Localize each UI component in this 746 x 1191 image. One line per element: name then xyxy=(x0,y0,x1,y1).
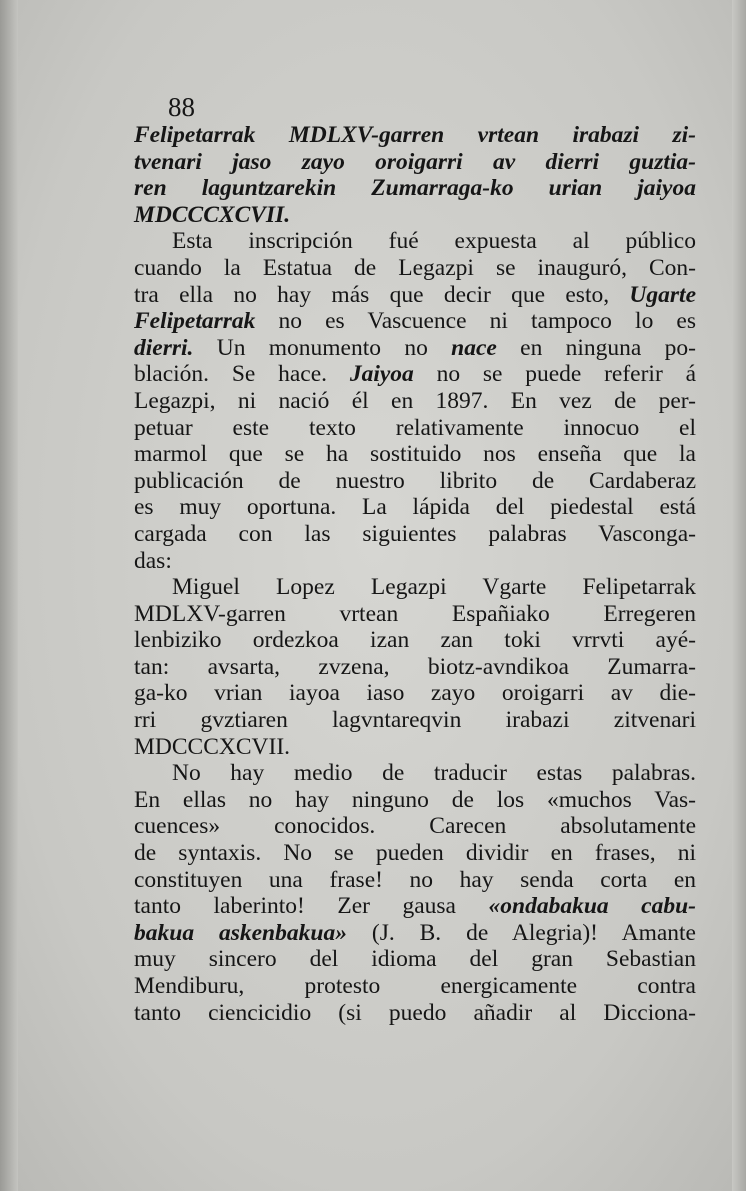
text-line xyxy=(134,175,696,202)
text-run: marmol que se ha sostituido nos enseña que la xyxy=(134,441,696,468)
text-line xyxy=(134,468,696,495)
text-run: Miguel Lopez Legazpi Vgarte Felipetarrak xyxy=(172,574,696,601)
text-run: tan: avsarta, zvzena, biotz-avndikoa Zumarra- xyxy=(134,653,696,680)
text-line xyxy=(134,813,696,840)
text-run: lenbiziko ordezkoa izan zan toki vrrvti ayé- xyxy=(134,627,696,654)
text-run: En ellas no hay ninguno de los «muchos Vas- xyxy=(134,786,696,813)
text-line xyxy=(134,680,696,707)
italic-text: bakua askenbakua» xyxy=(134,919,347,946)
text-line xyxy=(134,282,696,309)
text-run: de syntaxis. No se pueden dividir en frases, ni xyxy=(134,840,696,867)
text-run: publicación de nuestro librito de Cardaberaz xyxy=(134,467,696,494)
text-line xyxy=(134,149,696,176)
italic-text: Felipetarrak MDLXV-garren vrtean irabazi zi- xyxy=(134,122,696,148)
text-run: das: xyxy=(134,547,172,574)
text-line xyxy=(134,654,696,681)
text-run: muy sincero del idioma del gran Sebastian xyxy=(134,946,696,973)
text-run: cuences» conocidos. Carecen absolutamente xyxy=(134,813,696,840)
page-right-edge xyxy=(732,0,746,1191)
text-run: constituyen una frase! no hay senda corta en xyxy=(134,866,696,893)
text-line xyxy=(134,202,696,229)
text-run: tanto ciencicidio (si puedo añadir al Dicciona- xyxy=(134,999,696,1026)
text-run: ga-ko vrian iayoa iaso zayo oroigarri av die- xyxy=(134,680,696,707)
text-line xyxy=(134,548,696,575)
text-line xyxy=(134,361,696,388)
text-run: no es Vascuence ni tampoco lo es xyxy=(255,308,696,335)
italic-text: Jaiyoa xyxy=(349,361,414,388)
text-run: cargada con las siguientes palabras Vasconga- xyxy=(134,520,696,547)
text-run: en ninguna po- xyxy=(496,334,696,361)
text-run: Un monumento no xyxy=(193,334,452,361)
text-line xyxy=(134,893,696,920)
text-line xyxy=(134,415,696,442)
text-run: petuar este texto relativamente innocuo el xyxy=(134,414,696,441)
text-line xyxy=(134,335,696,362)
text-line xyxy=(134,441,696,468)
page-number: 88 xyxy=(168,92,195,122)
text-line xyxy=(134,255,696,282)
text-line xyxy=(134,946,696,973)
italic-text: tvenari jaso zayo oroigarri av dierri guztia- xyxy=(134,148,696,175)
text-line xyxy=(134,308,696,335)
text-run: es muy oportuna. La lápida del piedestal está xyxy=(134,494,696,521)
text-line xyxy=(134,973,696,1000)
text-line xyxy=(134,122,696,149)
text-line xyxy=(134,840,696,867)
text-line xyxy=(134,1000,696,1027)
text-line xyxy=(134,760,696,787)
text-line xyxy=(134,627,696,654)
page-left-edge xyxy=(0,0,18,1191)
text-line xyxy=(134,494,696,521)
text-run: MDCCCXCVII. xyxy=(134,733,291,760)
text-line xyxy=(134,521,696,548)
text-run: tra ella no hay más que decir que esto, xyxy=(134,281,630,308)
italic-text: Felipetarrak xyxy=(134,308,256,335)
italic-text: Ugarte xyxy=(629,281,696,308)
text-run: (J. B. de Alegria)! Amante xyxy=(346,919,696,946)
italic-text: dierri. xyxy=(134,334,194,361)
text-run: Esta inscripción fué expuesta al público xyxy=(172,228,696,255)
text-run: blación. Se hace. xyxy=(134,361,350,388)
italic-text: «ondabakua cabu- xyxy=(488,893,696,920)
text-line xyxy=(134,228,696,255)
text-line xyxy=(134,920,696,947)
text-line xyxy=(134,601,696,628)
text-run: cuando la Estatua de Legazpi se inauguró, Con- xyxy=(134,254,696,281)
text-run: tanto laberinto! Zer gausa xyxy=(134,893,489,920)
italic-text: ren laguntzarekin Zumarraga-ko urian jaiyoa xyxy=(134,175,696,202)
text-line xyxy=(134,574,696,601)
text-run: MDLXV-garren vrtean Españiako Erregeren xyxy=(134,600,696,627)
text-line xyxy=(134,388,696,415)
text-run: Mendiburu, protesto energicamente contra xyxy=(134,973,696,999)
text-line xyxy=(134,707,696,734)
text-line xyxy=(134,787,696,814)
text-run: no se puede referir á xyxy=(413,361,696,388)
body-text xyxy=(134,122,696,1026)
text-line xyxy=(134,867,696,894)
text-line xyxy=(134,734,696,761)
text-run: Legazpi, ni nació él en 1897. En vez de per- xyxy=(134,387,696,414)
italic-text: nace xyxy=(451,334,497,361)
text-run: No hay medio de traducir estas palabras. xyxy=(172,760,696,787)
text-run: rri gvztiaren lagvntareqvin irabazi zitvenari xyxy=(134,707,696,734)
italic-text: MDCCCXCVII. xyxy=(134,201,291,228)
